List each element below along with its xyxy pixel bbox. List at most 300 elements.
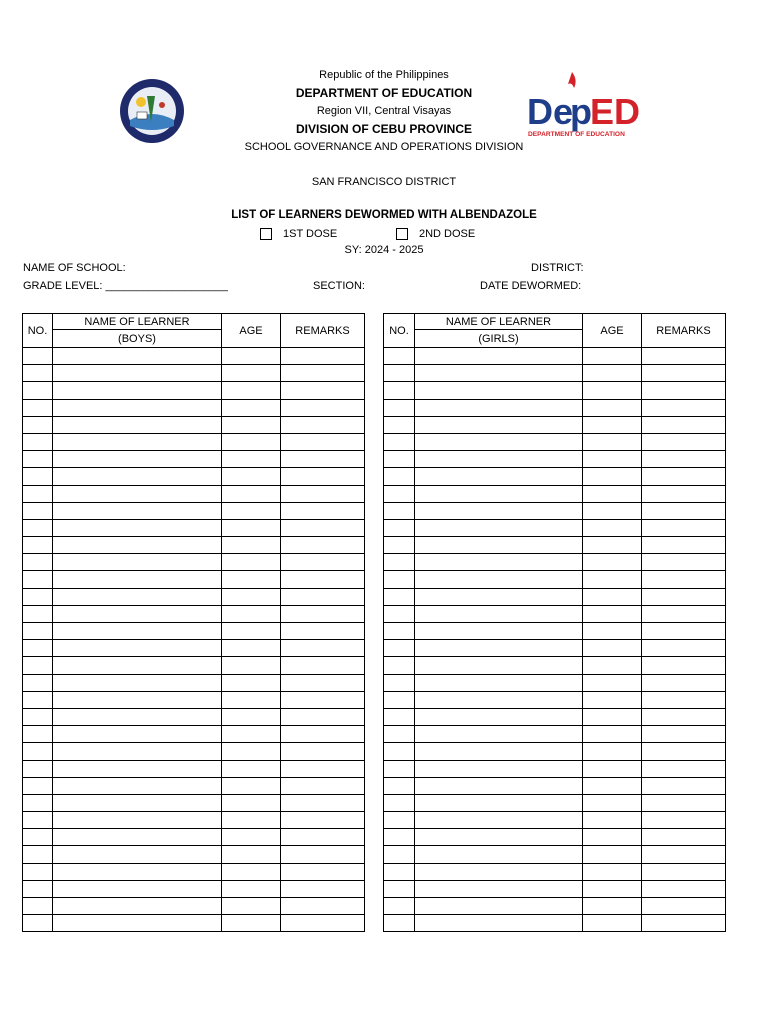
name-cell[interactable] <box>415 502 583 519</box>
no-cell[interactable] <box>23 365 53 382</box>
name-cell[interactable] <box>415 794 583 811</box>
age-cell[interactable] <box>583 691 642 708</box>
remarks-cell[interactable] <box>281 898 365 915</box>
age-cell[interactable] <box>583 433 642 450</box>
name-cell[interactable] <box>415 571 583 588</box>
remarks-cell[interactable] <box>281 348 365 365</box>
age-cell[interactable] <box>583 726 642 743</box>
no-cell[interactable] <box>23 898 53 915</box>
name-cell[interactable] <box>415 863 583 880</box>
no-cell[interactable] <box>23 863 53 880</box>
name-cell[interactable] <box>53 915 222 932</box>
name-cell[interactable] <box>53 898 222 915</box>
age-cell[interactable] <box>222 348 281 365</box>
name-cell[interactable] <box>53 605 222 622</box>
age-cell[interactable] <box>583 416 642 433</box>
no-cell[interactable] <box>384 519 415 536</box>
age-cell[interactable] <box>222 863 281 880</box>
name-cell[interactable] <box>53 691 222 708</box>
table-row <box>384 898 726 915</box>
age-cell[interactable] <box>583 708 642 725</box>
remarks-cell[interactable] <box>281 382 365 399</box>
no-cell[interactable] <box>23 846 53 863</box>
remarks-cell[interactable] <box>281 846 365 863</box>
no-cell[interactable] <box>23 382 53 399</box>
age-cell[interactable] <box>222 605 281 622</box>
age-cell[interactable] <box>222 537 281 554</box>
age-cell[interactable] <box>222 880 281 897</box>
age-cell[interactable] <box>222 708 281 725</box>
no-cell[interactable] <box>23 588 53 605</box>
age-cell[interactable] <box>222 812 281 829</box>
remarks-cell[interactable] <box>642 777 726 794</box>
name-cell[interactable] <box>415 743 583 760</box>
remarks-cell[interactable] <box>281 863 365 880</box>
remarks-cell[interactable] <box>642 691 726 708</box>
name-cell[interactable] <box>53 760 222 777</box>
remarks-cell[interactable] <box>642 416 726 433</box>
remarks-cell[interactable] <box>281 743 365 760</box>
age-cell[interactable] <box>583 640 642 657</box>
age-cell[interactable] <box>222 571 281 588</box>
remarks-cell[interactable] <box>281 451 365 468</box>
name-cell[interactable] <box>53 640 222 657</box>
table-row <box>384 691 726 708</box>
no-cell[interactable] <box>384 691 415 708</box>
no-cell[interactable] <box>384 829 415 846</box>
age-cell[interactable] <box>222 915 281 932</box>
age-cell[interactable] <box>583 365 642 382</box>
dose1-option[interactable] <box>260 228 337 240</box>
age-cell[interactable] <box>583 760 642 777</box>
remarks-cell[interactable] <box>281 726 365 743</box>
no-cell[interactable] <box>23 623 53 640</box>
dose1-checkbox[interactable] <box>260 228 272 240</box>
no-cell[interactable] <box>384 674 415 691</box>
remarks-cell[interactable] <box>642 348 726 365</box>
remarks-cell[interactable] <box>642 451 726 468</box>
name-cell[interactable] <box>53 588 222 605</box>
no-cell[interactable] <box>384 846 415 863</box>
grade-level-label: GRADE LEVEL: ____________________ <box>23 280 228 292</box>
name-cell[interactable] <box>415 433 583 450</box>
remarks-cell[interactable] <box>281 416 365 433</box>
no-cell[interactable] <box>384 365 415 382</box>
no-cell[interactable] <box>384 605 415 622</box>
remarks-cell[interactable] <box>642 605 726 622</box>
no-cell[interactable] <box>23 399 53 416</box>
age-cell[interactable] <box>583 399 642 416</box>
age-cell[interactable] <box>583 451 642 468</box>
no-cell[interactable] <box>23 880 53 897</box>
no-cell[interactable] <box>23 416 53 433</box>
name-cell[interactable] <box>415 726 583 743</box>
name-cell[interactable] <box>53 519 222 536</box>
remarks-cell[interactable] <box>642 657 726 674</box>
remarks-cell[interactable] <box>642 537 726 554</box>
name-cell[interactable] <box>415 760 583 777</box>
name-cell[interactable] <box>53 399 222 416</box>
name-cell[interactable] <box>415 382 583 399</box>
no-cell[interactable] <box>384 708 415 725</box>
table-row <box>384 760 726 777</box>
name-cell[interactable] <box>53 812 222 829</box>
remarks-cell[interactable] <box>281 571 365 588</box>
no-cell[interactable] <box>384 433 415 450</box>
no-cell[interactable] <box>23 657 53 674</box>
no-cell[interactable] <box>23 537 53 554</box>
no-cell[interactable] <box>384 898 415 915</box>
age-cell[interactable] <box>583 588 642 605</box>
table-row <box>23 708 365 725</box>
name-cell[interactable] <box>415 829 583 846</box>
age-cell[interactable] <box>222 777 281 794</box>
age-cell[interactable] <box>583 880 642 897</box>
no-cell[interactable] <box>384 399 415 416</box>
remarks-cell[interactable] <box>281 468 365 485</box>
no-cell[interactable] <box>23 743 53 760</box>
remarks-cell[interactable] <box>642 571 726 588</box>
name-cell[interactable] <box>415 674 583 691</box>
name-cell[interactable] <box>53 829 222 846</box>
name-cell[interactable] <box>53 485 222 502</box>
table-row <box>384 915 726 932</box>
no-cell[interactable] <box>23 777 53 794</box>
name-cell[interactable] <box>415 623 583 640</box>
name-cell[interactable] <box>53 846 222 863</box>
boys-col-age: AGE <box>222 314 281 348</box>
no-cell[interactable] <box>384 348 415 365</box>
age-cell[interactable] <box>222 451 281 468</box>
no-cell[interactable] <box>23 915 53 932</box>
name-cell[interactable] <box>415 640 583 657</box>
no-cell[interactable] <box>23 468 53 485</box>
age-cell[interactable] <box>222 433 281 450</box>
name-cell[interactable] <box>53 451 222 468</box>
age-cell[interactable] <box>222 382 281 399</box>
girls-col-group: (GIRLS) <box>415 330 583 348</box>
table-row <box>384 708 726 725</box>
name-cell[interactable] <box>415 519 583 536</box>
name-cell[interactable] <box>415 399 583 416</box>
name-cell[interactable] <box>53 726 222 743</box>
no-cell[interactable] <box>384 915 415 932</box>
table-row <box>23 502 365 519</box>
age-cell[interactable] <box>583 743 642 760</box>
remarks-cell[interactable] <box>281 674 365 691</box>
age-cell[interactable] <box>583 382 642 399</box>
no-cell[interactable] <box>23 812 53 829</box>
no-cell[interactable] <box>23 605 53 622</box>
name-cell[interactable] <box>415 812 583 829</box>
table-row <box>23 433 365 450</box>
age-cell[interactable] <box>583 571 642 588</box>
remarks-cell[interactable] <box>642 382 726 399</box>
remarks-cell[interactable] <box>642 554 726 571</box>
age-cell[interactable] <box>583 898 642 915</box>
name-cell[interactable] <box>53 743 222 760</box>
age-cell[interactable] <box>222 846 281 863</box>
name-cell[interactable] <box>415 588 583 605</box>
age-cell[interactable] <box>583 915 642 932</box>
age-cell[interactable] <box>583 846 642 863</box>
age-cell[interactable] <box>222 554 281 571</box>
no-cell[interactable] <box>384 657 415 674</box>
age-cell[interactable] <box>222 468 281 485</box>
name-cell[interactable] <box>415 846 583 863</box>
table-row <box>23 416 365 433</box>
name-cell[interactable] <box>53 365 222 382</box>
age-cell[interactable] <box>222 760 281 777</box>
age-cell[interactable] <box>583 537 642 554</box>
remarks-cell[interactable] <box>642 915 726 932</box>
no-cell[interactable] <box>23 433 53 450</box>
remarks-cell[interactable] <box>281 760 365 777</box>
no-cell[interactable] <box>384 416 415 433</box>
age-cell[interactable] <box>222 623 281 640</box>
age-cell[interactable] <box>222 588 281 605</box>
no-cell[interactable] <box>384 468 415 485</box>
remarks-cell[interactable] <box>642 794 726 811</box>
age-cell[interactable] <box>222 519 281 536</box>
remarks-cell[interactable] <box>642 365 726 382</box>
no-cell[interactable] <box>384 777 415 794</box>
no-cell[interactable] <box>23 348 53 365</box>
remarks-cell[interactable] <box>281 640 365 657</box>
remarks-cell[interactable] <box>281 623 365 640</box>
age-cell[interactable] <box>222 502 281 519</box>
remarks-cell[interactable] <box>642 519 726 536</box>
name-cell[interactable] <box>415 416 583 433</box>
remarks-cell[interactable] <box>281 708 365 725</box>
table-row <box>23 485 365 502</box>
no-cell[interactable] <box>23 519 53 536</box>
name-cell[interactable] <box>415 777 583 794</box>
no-cell[interactable] <box>384 863 415 880</box>
name-cell[interactable] <box>415 605 583 622</box>
name-cell[interactable] <box>53 880 222 897</box>
remarks-cell[interactable] <box>281 880 365 897</box>
age-cell[interactable] <box>583 348 642 365</box>
table-row <box>384 451 726 468</box>
age-cell[interactable] <box>583 623 642 640</box>
remarks-cell[interactable] <box>642 640 726 657</box>
age-cell[interactable] <box>222 743 281 760</box>
no-cell[interactable] <box>23 829 53 846</box>
no-cell[interactable] <box>23 726 53 743</box>
no-cell[interactable] <box>384 451 415 468</box>
name-cell[interactable] <box>415 554 583 571</box>
no-cell[interactable] <box>23 640 53 657</box>
age-cell[interactable] <box>583 468 642 485</box>
remarks-cell[interactable] <box>642 674 726 691</box>
remarks-cell[interactable] <box>281 605 365 622</box>
age-cell[interactable] <box>222 485 281 502</box>
name-cell[interactable] <box>415 451 583 468</box>
name-cell[interactable] <box>53 708 222 725</box>
age-cell[interactable] <box>583 657 642 674</box>
remarks-cell[interactable] <box>281 777 365 794</box>
name-cell[interactable] <box>415 365 583 382</box>
remarks-cell[interactable] <box>642 588 726 605</box>
no-cell[interactable] <box>384 640 415 657</box>
no-cell[interactable] <box>23 554 53 571</box>
remarks-cell[interactable] <box>281 365 365 382</box>
no-cell[interactable] <box>23 674 53 691</box>
age-cell[interactable] <box>222 674 281 691</box>
no-cell[interactable] <box>384 760 415 777</box>
no-cell[interactable] <box>23 571 53 588</box>
remarks-cell[interactable] <box>642 743 726 760</box>
table-row <box>23 863 365 880</box>
age-cell[interactable] <box>583 554 642 571</box>
no-cell[interactable] <box>384 726 415 743</box>
age-cell[interactable] <box>583 605 642 622</box>
no-cell[interactable] <box>384 880 415 897</box>
age-cell[interactable] <box>222 657 281 674</box>
name-cell[interactable] <box>53 657 222 674</box>
age-cell[interactable] <box>583 502 642 519</box>
no-cell[interactable] <box>23 485 53 502</box>
remarks-cell[interactable] <box>642 898 726 915</box>
remarks-cell[interactable] <box>281 399 365 416</box>
name-cell[interactable] <box>53 433 222 450</box>
name-cell[interactable] <box>415 915 583 932</box>
remarks-cell[interactable] <box>281 915 365 932</box>
name-cell[interactable] <box>415 485 583 502</box>
no-cell[interactable] <box>23 691 53 708</box>
remarks-cell[interactable] <box>642 846 726 863</box>
table-row <box>384 623 726 640</box>
no-cell[interactable] <box>384 743 415 760</box>
table-row <box>384 416 726 433</box>
name-cell[interactable] <box>415 708 583 725</box>
age-cell[interactable] <box>583 519 642 536</box>
name-cell[interactable] <box>415 468 583 485</box>
remarks-cell[interactable] <box>281 554 365 571</box>
age-cell[interactable] <box>222 691 281 708</box>
remarks-cell[interactable] <box>642 623 726 640</box>
name-cell[interactable] <box>415 898 583 915</box>
remarks-cell[interactable] <box>642 433 726 450</box>
age-cell[interactable] <box>583 674 642 691</box>
name-cell[interactable] <box>415 537 583 554</box>
name-cell[interactable] <box>53 571 222 588</box>
name-cell[interactable] <box>415 657 583 674</box>
remarks-cell[interactable] <box>642 880 726 897</box>
age-cell[interactable] <box>222 365 281 382</box>
remarks-cell[interactable] <box>642 485 726 502</box>
remarks-cell[interactable] <box>281 812 365 829</box>
no-cell[interactable] <box>23 794 53 811</box>
age-cell[interactable] <box>222 640 281 657</box>
age-cell[interactable] <box>222 726 281 743</box>
no-cell[interactable] <box>23 502 53 519</box>
no-cell[interactable] <box>384 623 415 640</box>
name-cell[interactable] <box>53 674 222 691</box>
age-cell[interactable] <box>222 898 281 915</box>
table-row <box>384 829 726 846</box>
no-cell[interactable] <box>384 502 415 519</box>
no-cell[interactable] <box>384 812 415 829</box>
no-cell[interactable] <box>23 451 53 468</box>
name-cell[interactable] <box>53 554 222 571</box>
age-cell[interactable] <box>583 485 642 502</box>
age-cell[interactable] <box>583 829 642 846</box>
remarks-cell[interactable] <box>642 726 726 743</box>
boys-col-group: (BOYS) <box>53 330 222 348</box>
name-cell[interactable] <box>53 623 222 640</box>
name-cell[interactable] <box>53 416 222 433</box>
table-row <box>384 485 726 502</box>
remarks-cell[interactable] <box>642 829 726 846</box>
remarks-cell[interactable] <box>281 485 365 502</box>
remarks-cell[interactable] <box>281 433 365 450</box>
girls-col-no: NO. <box>384 314 415 348</box>
no-cell[interactable] <box>384 537 415 554</box>
age-cell[interactable] <box>222 416 281 433</box>
no-cell[interactable] <box>384 485 415 502</box>
no-cell[interactable] <box>384 382 415 399</box>
age-cell[interactable] <box>583 863 642 880</box>
no-cell[interactable] <box>23 760 53 777</box>
name-cell[interactable] <box>53 468 222 485</box>
remarks-cell[interactable] <box>281 502 365 519</box>
age-cell[interactable] <box>583 777 642 794</box>
name-cell[interactable] <box>53 794 222 811</box>
name-cell[interactable] <box>415 880 583 897</box>
remarks-cell[interactable] <box>642 760 726 777</box>
name-cell[interactable] <box>53 348 222 365</box>
remarks-cell[interactable] <box>642 812 726 829</box>
name-cell[interactable] <box>53 382 222 399</box>
name-cell[interactable] <box>53 863 222 880</box>
no-cell[interactable] <box>384 588 415 605</box>
table-row <box>384 468 726 485</box>
remarks-cell[interactable] <box>642 468 726 485</box>
age-cell[interactable] <box>222 829 281 846</box>
remarks-cell[interactable] <box>281 519 365 536</box>
age-cell[interactable] <box>583 794 642 811</box>
remarks-cell[interactable] <box>281 691 365 708</box>
no-cell[interactable] <box>384 554 415 571</box>
dose2-checkbox[interactable] <box>396 228 408 240</box>
table-row <box>384 571 726 588</box>
remarks-cell[interactable] <box>642 502 726 519</box>
name-cell[interactable] <box>53 537 222 554</box>
remarks-cell[interactable] <box>281 829 365 846</box>
age-cell[interactable] <box>222 399 281 416</box>
remarks-cell[interactable] <box>642 399 726 416</box>
remarks-cell[interactable] <box>642 863 726 880</box>
age-cell[interactable] <box>222 794 281 811</box>
name-cell[interactable] <box>415 691 583 708</box>
name-cell[interactable] <box>53 777 222 794</box>
remarks-cell[interactable] <box>281 537 365 554</box>
remarks-cell[interactable] <box>281 794 365 811</box>
remarks-cell[interactable] <box>281 588 365 605</box>
table-row <box>23 554 365 571</box>
no-cell[interactable] <box>23 708 53 725</box>
age-cell[interactable] <box>583 812 642 829</box>
dose2-option[interactable] <box>396 228 475 240</box>
no-cell[interactable] <box>384 571 415 588</box>
remarks-cell[interactable] <box>281 657 365 674</box>
name-cell[interactable] <box>53 502 222 519</box>
no-cell[interactable] <box>384 794 415 811</box>
name-cell[interactable] <box>415 348 583 365</box>
remarks-cell[interactable] <box>642 708 726 725</box>
